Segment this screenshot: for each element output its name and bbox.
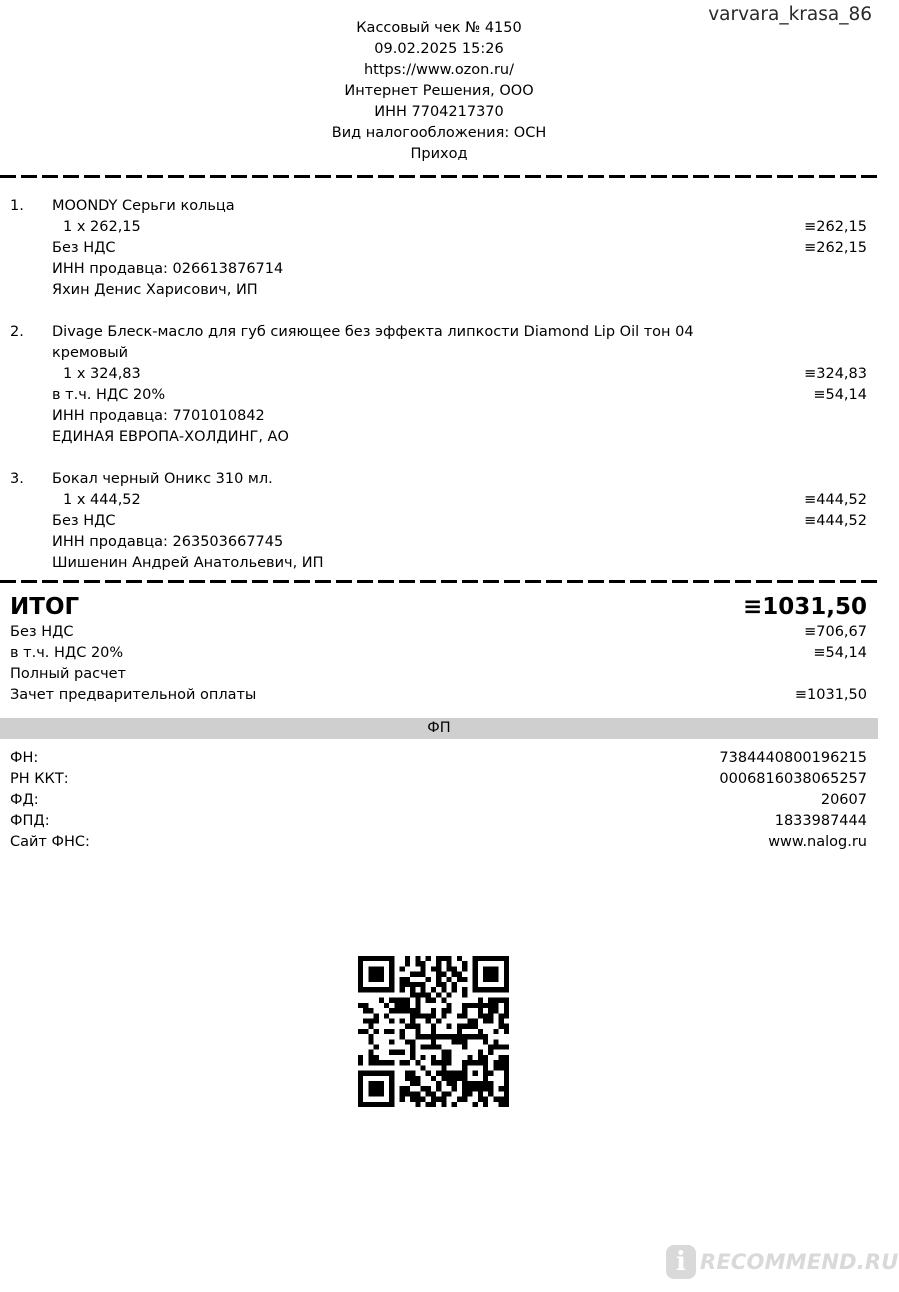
items-list xyxy=(0,196,878,595)
fiscal-row xyxy=(0,811,878,832)
item-seller-inn: ИНН продавца: 7701010842 xyxy=(52,408,265,424)
total-label: ИТОГ xyxy=(10,594,80,620)
item-name: MOONDY Серьги кольца xyxy=(52,198,235,214)
shop-url[interactable]: https://www.ozon.ru/ xyxy=(363,62,515,78)
fiscal-details xyxy=(0,748,878,853)
author-watermark: varvara_krasa_86 xyxy=(708,4,872,25)
total-value: ≡1031,50 xyxy=(742,594,867,620)
operation-type: Приход xyxy=(410,146,468,162)
recommend-logo-text: RECOMMEND.RU xyxy=(700,1250,899,1274)
fp-band: ФП xyxy=(0,718,878,739)
list-item xyxy=(0,469,878,574)
fiscal-label: ФД: xyxy=(10,792,39,808)
totals-row-label: Полный расчет xyxy=(10,666,126,682)
item-qty-price: 1 x 444,52 xyxy=(63,492,141,508)
recommend-watermark xyxy=(666,1243,899,1281)
fiscal-label: ФПД: xyxy=(10,813,50,829)
item-vat-label: в т.ч. НДС 20% xyxy=(52,387,166,403)
fiscal-value[interactable]: www.nalog.ru xyxy=(768,834,867,850)
item-number: 1. xyxy=(10,198,24,214)
item-sum: ≡262,15 xyxy=(804,219,867,235)
dashed-divider xyxy=(0,175,878,178)
item-vat-value: ≡54,14 xyxy=(813,387,867,403)
item-sum: ≡324,83 xyxy=(804,366,867,382)
recommend-logo-icon: i xyxy=(666,1245,696,1279)
list-item xyxy=(0,322,878,448)
item-vat-label: Без НДС xyxy=(52,513,116,529)
item-vat-value: ≡444,52 xyxy=(804,513,867,529)
totals-row-value: ≡706,67 xyxy=(804,624,867,640)
fiscal-label: РН ККТ: xyxy=(10,771,69,787)
fiscal-value: 7384440800196215 xyxy=(719,750,867,766)
item-vat-label: Без НДС xyxy=(52,240,116,256)
totals-row-label: Без НДС xyxy=(10,624,74,640)
fiscal-row xyxy=(0,769,878,790)
list-item xyxy=(0,196,878,301)
item-name: Divage Блеск-масло для губ сияющее без эффекта липкости Diamond Lip Oil тон 04 xyxy=(52,324,694,340)
item-name: Бокал черный Оникс 310 мл. xyxy=(52,471,273,487)
item-seller-inn: ИНН продавца: 026613876714 xyxy=(52,261,284,277)
item-number: 2. xyxy=(10,324,24,340)
totals-row-value: ≡54,14 xyxy=(813,645,867,661)
fiscal-row xyxy=(0,748,878,769)
totals-row-label: Зачет предварительной оплаты xyxy=(10,687,257,703)
item-seller-name: Шишенин Андрей Анатольевич, ИП xyxy=(52,555,324,571)
item-name-continued: кремовый xyxy=(52,345,129,361)
totals-row xyxy=(0,643,878,664)
item-seller-name: Яхин Денис Харисович, ИП xyxy=(52,282,258,298)
receipt-datetime: 09.02.2025 15:26 xyxy=(374,41,504,57)
qr-code-icon xyxy=(358,956,509,1107)
item-number: 3. xyxy=(10,471,24,487)
fiscal-value: 1833987444 xyxy=(774,813,867,829)
receipt-title: Кассовый чек № 4150 xyxy=(356,20,522,36)
item-qty-price: 1 x 324,83 xyxy=(63,366,141,382)
fiscal-value: 0006816038065257 xyxy=(719,771,867,787)
receipt-header xyxy=(0,18,878,165)
totals-row-label: в т.ч. НДС 20% xyxy=(10,645,124,661)
total-row xyxy=(0,592,878,622)
dashed-divider xyxy=(0,580,878,583)
fiscal-row xyxy=(0,790,878,811)
item-seller-inn: ИНН продавца: 263503667745 xyxy=(52,534,284,550)
item-vat-value: ≡262,15 xyxy=(804,240,867,256)
totals-row-value: ≡1031,50 xyxy=(794,687,867,703)
totals-row xyxy=(0,685,878,706)
item-qty-price: 1 x 262,15 xyxy=(63,219,141,235)
totals-row xyxy=(0,664,878,685)
totals-row xyxy=(0,622,878,643)
totals-section xyxy=(0,592,878,706)
fiscal-label: ФН: xyxy=(10,750,39,766)
company-inn: ИНН 7704217370 xyxy=(374,104,504,120)
item-seller-name: ЕДИНАЯ ЕВРОПА-ХОЛДИНГ, АО xyxy=(52,429,289,445)
tax-system: Вид налогообложения: ОСН xyxy=(331,125,547,141)
fiscal-row xyxy=(0,832,878,853)
company-name: Интернет Решения, ООО xyxy=(344,83,534,99)
fiscal-value: 20607 xyxy=(820,792,867,808)
item-sum: ≡444,52 xyxy=(804,492,867,508)
fiscal-label: Сайт ФНС: xyxy=(10,834,90,850)
